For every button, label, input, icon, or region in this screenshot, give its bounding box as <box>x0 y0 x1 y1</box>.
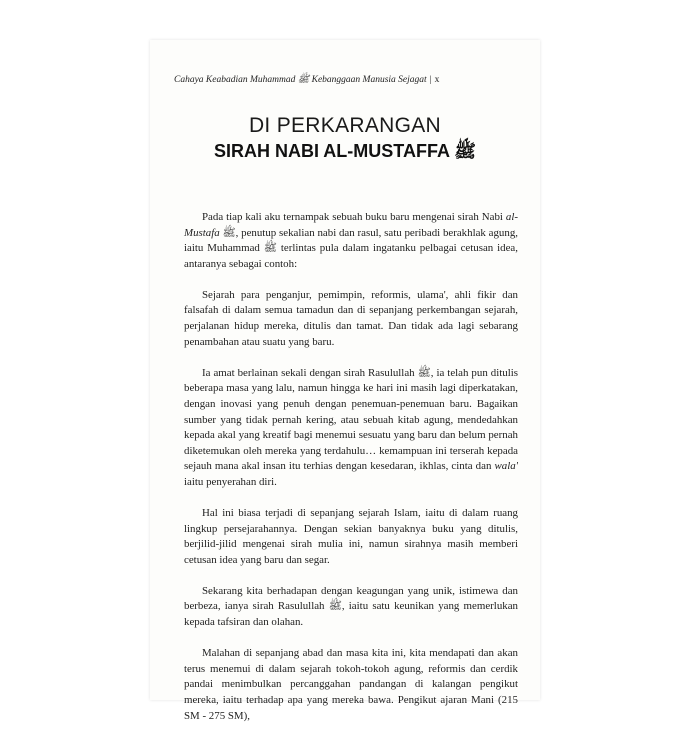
page-number: x <box>434 75 440 85</box>
paragraph-6: Malahan di sepanjang abad dan masa kita ini, kita mendapati dan akan terus menemui di dalam sejarah tokoh-tokoh agung, reformis dan cerdik pandai menimbulkan percanggahan pandangan di kalangan pengikut mereka, iaitu terhadap apa yang mereka bawa. Pengikut ajaran Mani (215 SM - 275 SM), <box>184 647 518 722</box>
chapter-title-line2: SIRAH NABI AL-MUSTAFFA ﷺ <box>213 141 477 161</box>
running-title: Cahaya Keabadian Muhammad ﷺ Kebanggaan Manusia Sejagat <box>174 75 427 85</box>
paragraph-1-text-c: ﷺ, penutup sekalian nabi dan rasul, satu peribadi berakhlak agung, iaitu Muhammad ﷺ terlintas pula dalam ingatanku pelbagai cetusan idea, antaranya sebagai contoh: <box>184 226 518 270</box>
paragraph-3-text-c: iaitu penyerahan diri. <box>184 475 277 488</box>
running-header <box>174 73 439 87</box>
chapter-title <box>150 114 540 166</box>
chapter-title-line1: DI PERKARANGAN <box>248 114 442 137</box>
paragraph-1 <box>184 210 518 272</box>
paragraph-4: Hal ini biasa terjadi di sepanjang sejarah Islam, iaitu di dalam ruang lingkup persejarahannya. Dengan sekian banyaknya buku yang ditulis, berjilid-jilid mengenai sirah mulia ini, namun sirahnya masih memberi cetusan idea yang baru dan segar. <box>184 507 518 566</box>
paragraph-1-text-a: Pada tiap kali aku ternampak sebuah buku baru mengenai sirah Nabi <box>202 211 506 223</box>
book-page <box>150 40 540 722</box>
body-text <box>184 210 518 740</box>
header-separator: | <box>429 75 432 85</box>
paragraph-2: Sejarah para penganjur, pemimpin, reformis, ulama', ahli fikir dan falsafah di dalam semua tamadun dan di sepanjang perkembangan sejarah, perjalanan hidup mereka, ditulis dan tamat. Dan tidak ada lagi sebarang penambahan atau suatu yang baru. <box>184 288 518 348</box>
paragraph-3 <box>184 366 518 491</box>
paragraph-3-text-a: Ia amat berlainan sekali dengan sirah Rasulullah ﷺ, ia telah pun ditulis beberapa masa yang lalu, namun hingga ke hari ini masih lagi diperkatakan, dengan inovasi yang penuh dengan penemuan-penemuan baru. Bagaikan sumber yang tidak pernah kering, atau sebuah kitab agung, mendedahkan kepada akal yang kreatif bagi menemui sesuatu yang baru dan belum pernah diketemukan oleh mereka yang terdahulu… kemampuan ini terserah kepada sejauh mana akal insan itu terhias dengan kesedaran, ikhlas, cinta dan <box>184 366 518 473</box>
paragraph-5: Sekarang kita berhadapan dengan keagungan yang unik, istimewa dan berbeza, ianya sirah Rasulullah ﷺ, iaitu satu keunikan yang memerlukan kepada tafsiran dan olahan. <box>184 584 518 629</box>
paragraph-1-italic: al-Mustafa <box>184 211 518 239</box>
paragraph-3-italic: wala' <box>494 460 518 473</box>
